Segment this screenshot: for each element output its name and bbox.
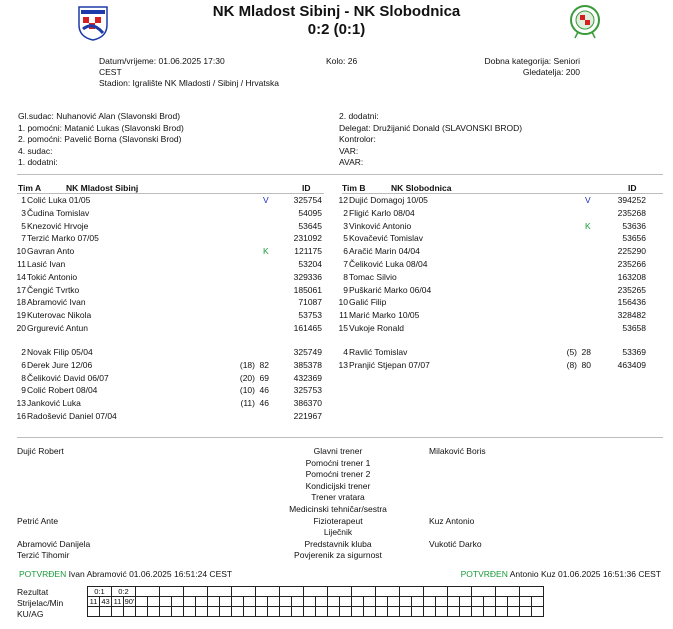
shirt-number: 6 [21,359,26,370]
sub-minute: 46 [259,398,269,409]
sub-row [9,397,322,409]
official-line: VAR: [339,145,359,156]
captain-mark: K [585,220,591,231]
card-cell [256,607,268,617]
player-name: Pranjić Stjepan 07/07 [349,359,430,370]
player-row [331,207,646,219]
confirm-right-label: POTVRĐEN [460,569,508,579]
card-cell [316,607,328,617]
player-id: 161465 [293,323,322,333]
player-id: 325753 [293,385,322,396]
player-id: 329336 [293,271,322,282]
shirt-number: 2 [343,207,348,218]
grid-label-cards: KU/AG [17,609,44,619]
scorer-cell [148,597,160,607]
player-row [9,232,322,244]
card-cell [232,607,244,617]
sub-minute: 80 [581,359,591,370]
player-row [9,245,322,257]
player-id: 235265 [617,284,646,295]
official-line: 4. sudac: [18,145,53,156]
staff-role: Fizioterapeut [313,515,363,526]
replaced-number: (11) [240,398,255,409]
staff-role: Liječnik [323,527,353,538]
confirm-left-text: Ivan Abramović 01.06.2025 16:51:24 CEST [68,569,233,579]
player-name: Kuterovac Nikola [27,310,92,321]
card-cell [484,607,496,617]
divider [17,437,663,438]
shirt-number: 11 [17,259,26,269]
result-cell [376,587,400,597]
player-name: Gavran Anto [27,246,75,257]
scorer-cell [316,597,328,607]
scorer-cell [328,597,340,607]
confirm-right-text: Antonio Kuz 01.06.2025 16:51:36 CEST [509,569,661,579]
card-cell [520,607,532,617]
result-cell [184,587,208,597]
shirt-number: 8 [21,372,26,383]
shirt-number: 16 [16,411,26,421]
player-name: Knezović Hrvoje [27,220,89,231]
player-name: Colić Robert 08/04 [27,385,98,396]
scorer-cell [436,597,448,607]
replaced-number: (8) [566,359,577,370]
scorer-cell [532,597,544,607]
scorer-cell: 90' [124,597,135,606]
card-cell [436,607,448,617]
result-cell [280,587,304,597]
player-id: 156436 [617,297,646,308]
player-row [9,284,322,296]
scorer-cell [292,597,304,607]
official-line: Delegat: Družijanić Donald (SLAVONSKI BROD) [339,122,523,133]
player-name: Ravlić Tomislav [349,347,408,357]
shirt-number: 11 [339,310,348,321]
player-id: 221967 [293,411,322,421]
player-row [331,194,646,206]
result-cell [352,587,376,597]
staff-role: Kondicijski trener [305,480,371,491]
confirm-left [19,569,232,579]
confirm-left-label: POTVRĐEN [19,569,67,579]
scorer-cell [340,597,352,607]
player-row [331,296,646,308]
shirt-number: 14 [16,271,26,282]
player-id: 53204 [298,259,322,269]
scorer-cell [508,597,520,607]
player-name: Aračić Marin 04/04 [349,246,420,257]
staff-role: Pomoćni trener 1 [305,457,371,468]
replaced-number: (20) [239,372,255,383]
shirt-number: 17 [16,284,26,295]
player-row [331,309,646,321]
sub-minute: 46 [259,385,269,396]
staff-right: Kuz Antonio [429,515,475,526]
shirt-number: 12 [338,195,348,205]
shirt-number: 3 [21,207,26,218]
staff-role: Predstavnik kluba [304,538,372,549]
staff-right: Vukotić Darko [429,538,482,549]
sub-row [331,346,646,358]
result-cell [400,587,424,597]
card-cell [280,607,292,617]
card-cell [304,607,316,617]
player-name: Tokić Antonio [27,271,78,282]
player-id: 325749 [293,347,322,357]
scorer-cell [424,597,436,607]
official-line: 2. dodatni: [339,111,379,121]
result-cell [472,587,496,597]
staff-left: Dujić Robert [17,446,64,456]
shirt-number: 7 [343,259,348,269]
player-name: Dujić Domagoj 10/05 [349,195,428,205]
scorer-cell [376,597,388,607]
player-id: 53645 [298,220,322,231]
shirt-number: 5 [21,220,26,231]
divider [17,174,663,175]
card-cell [472,607,484,617]
scorer-cell [520,597,532,607]
scorer-cell [172,597,184,607]
player-id: 235268 [617,207,646,218]
team-a-id-header: ID [302,183,311,193]
shirt-number: 10 [16,246,26,257]
scorer-cell [412,597,424,607]
shirt-number: 1 [21,195,26,205]
shirt-number: 15 [338,323,348,333]
card-cell [328,607,340,617]
replaced-number: (5) [566,347,577,357]
result-cell [208,587,232,597]
player-id: 53658 [622,323,646,333]
scorer-cell [244,597,256,607]
player-name: Colić Luka 01/05 [27,195,91,205]
staff-role: Medicinski tehničar/sestra [289,504,387,514]
team-b-id-header: ID [628,183,637,193]
team-b-label: Tim B [342,183,366,193]
result-cell [136,587,160,597]
card-cell [364,607,376,617]
result-cell [496,587,520,597]
sub-row [9,346,322,358]
player-id: 386370 [293,398,322,409]
result-cell [256,587,280,597]
card-cell [448,607,460,617]
player-name: Marić Marko 10/05 [349,310,420,321]
player-id: 394252 [617,195,646,205]
grid-row [88,597,544,607]
player-name: Čengić Tvrtko [27,284,80,295]
player-name: Radošević Daniel 07/04 [27,411,117,421]
player-name: Grgurević Antun [27,323,88,333]
card-cell [184,607,196,617]
scorer-cell [280,597,292,607]
player-row [9,220,322,232]
player-id: 432369 [293,372,322,383]
player-row [331,258,646,270]
player-id: 54095 [298,207,322,218]
scorer-cell: 11 [88,597,100,607]
player-id: 53369 [622,347,646,357]
official-line: Gl.sudac: Nuhanović Alan (Slavonski Brod) [18,111,181,121]
staff-role: Trener vratara [311,492,365,503]
card-cell [244,607,256,617]
shirt-number: 4 [343,347,348,357]
player-name: Novak Filip 05/04 [27,347,93,357]
player-id: 328482 [617,310,646,321]
card-cell [460,607,472,617]
official-line: 1. pomoćni: Matanić Lukas (Slavonski Brod) [18,122,184,133]
player-row [331,271,646,283]
card-cell [172,607,184,617]
card-cell [220,607,232,617]
card-cell [352,607,364,617]
card-cell [496,607,508,617]
player-row [9,309,322,321]
team-a-label: Tim A [18,183,42,193]
card-cell [268,607,280,617]
scorer-cell [208,597,220,607]
sub-row [9,410,322,422]
player-name: Puškarić Marko 06/04 [349,284,432,295]
card-cell [532,607,544,617]
shirt-number: 5 [343,233,348,244]
scorer-cell [460,597,472,607]
grid-row [88,587,544,597]
card-cell [508,607,520,617]
player-id: 53753 [298,310,322,321]
result-cell [424,587,448,597]
player-name: Derek Jure 12/06 [27,359,93,370]
scorer-cell [388,597,400,607]
card-cell [100,607,112,617]
player-name: Čudina Tomislav [27,207,90,218]
captain-mark: K [263,246,269,257]
scorer-cell [400,597,412,607]
confirm-right [461,569,661,579]
player-row [331,322,646,334]
grid-label-result: Rezultat [17,587,49,597]
player-name: Janković Luka [27,398,81,409]
replaced-number: (10) [239,385,255,396]
team-a-name: NK Mladost Sibinj [66,183,139,193]
player-name: Kovačević Tomislav [349,233,424,244]
sub-row [9,359,322,371]
shirt-number: 20 [16,323,26,333]
scorer-cell [256,597,268,607]
player-id: 71087 [298,297,322,308]
staff-left: Petrić Ante [17,515,59,526]
staff-role: Glavni trener [313,446,363,456]
card-cell [148,607,160,617]
sub-minute: 82 [259,359,269,370]
scorer-cell [496,597,508,607]
scorer-cell [220,597,232,607]
player-name: Lasić Ivan [27,259,66,269]
player-name: Terzić Marko 07/05 [27,233,99,244]
player-id: 385378 [293,359,322,370]
player-row [9,322,322,334]
player-row [9,207,322,219]
staff-right: Milaković Boris [429,446,486,456]
home-crest-icon [77,3,109,41]
shirt-number: 13 [16,398,26,409]
card-cell [340,607,352,617]
match-timezone: CEST [99,67,122,77]
player-id: 463409 [617,359,646,370]
result-cell: 0:2 [112,587,136,597]
staff-role: Pomoćni trener 2 [305,469,371,480]
card-cell [376,607,388,617]
player-row [331,245,646,257]
card-cell [124,607,136,617]
staff-left: Terzić Tihomir [17,550,70,561]
goalkeeper-mark: V [263,195,269,205]
scorer-cell [136,597,148,607]
team-b-name: NK Slobodnica [391,183,452,193]
scorer-cell [448,597,460,607]
match-title: NK Mladost Sibinj - NK Slobodnica [212,3,461,20]
shirt-number: 10 [338,297,348,308]
shirt-number: 9 [21,385,26,396]
scorer-cell [472,597,484,607]
player-name: Tomac Silvio [349,271,397,282]
result-cell [520,587,544,597]
shirt-number: 9 [343,284,348,295]
staff-left: Abramović Danijela [17,538,91,549]
scorer-cell [184,597,196,607]
scorer-cell: 43 [101,597,110,606]
result-cell [448,587,472,597]
card-cell [292,607,304,617]
player-id: 231092 [293,233,322,244]
card-cell [400,607,412,617]
scorer-cell [268,597,280,607]
card-cell [388,607,400,617]
player-row [9,194,322,206]
sub-row [9,384,322,396]
official-line: AVAR: [339,157,364,168]
match-score: 0:2 (0:1) [307,21,366,38]
score-grid [87,586,544,617]
result-cell: 0:1 [88,587,112,597]
staff-role: Povjerenik za sigurnost [294,550,382,561]
scorer-cell [304,597,316,607]
match-datetime: Datum/vrijeme: 01.06.2025 17:30 [99,56,225,66]
player-name: Fligić Karlo 08/04 [349,207,415,218]
shirt-number: 8 [343,271,348,282]
shirt-number: 6 [343,246,348,257]
result-cell [160,587,184,597]
scorer-cell [364,597,376,607]
player-row [9,271,322,283]
match-stadium: Stadion: Igralište NK Mladosti / Sibinj / Hrvatska [99,78,279,88]
card-cell [88,607,100,617]
scorer-cell [160,597,172,607]
card-cell [112,607,124,617]
result-cell [328,587,352,597]
shirt-number: 3 [343,220,348,231]
player-id: 121175 [294,246,322,257]
scorer-cell [232,597,244,607]
player-id: 53656 [622,233,646,244]
sub-row [331,359,646,371]
card-cell [424,607,436,617]
sub-minute: 28 [581,347,591,357]
player-id: 163208 [617,271,646,282]
shirt-number: 18 [16,297,26,308]
age-category: Dobna kategorija: Seniori [484,56,580,66]
away-crest-icon [569,2,601,40]
official-line: 1. dodatni: [18,157,58,168]
card-cell [412,607,424,617]
shirt-number: 13 [338,359,348,370]
sub-row [9,372,322,384]
player-id: 225290 [617,246,646,257]
scorer-cell [196,597,208,607]
player-id: 235266 [617,259,646,269]
spectators: Gledatelja: 200 [522,67,580,77]
shirt-number: 2 [21,347,26,357]
player-name: Vukoje Ronald [349,323,404,333]
card-cell [208,607,220,617]
card-cell [136,607,148,617]
player-row [331,284,646,296]
shirt-number: 7 [21,233,26,244]
player-name: Čeliković Luka 08/04 [349,259,428,269]
result-cell [304,587,328,597]
scorer-cell [352,597,364,607]
scorer-cell: 11 [112,597,124,607]
player-name: Vinković Antonio [349,220,412,231]
shirt-number: 19 [16,310,26,321]
grid-row [88,607,544,617]
grid-label-scorer: Strijelac/Min [17,598,64,608]
player-row [331,220,646,232]
result-cell [232,587,256,597]
player-name: Abramović Ivan [27,297,86,308]
official-line: 2. pomoćni: Pavelić Borna (Slavonski Brod) [18,134,182,145]
player-name: Galić Filip [349,297,387,308]
goalkeeper-mark: V [585,195,591,205]
card-cell [160,607,172,617]
card-cell [196,607,208,617]
sub-minute: 69 [259,372,269,383]
match-round: Kolo: 26 [326,56,358,66]
official-line: Kontrolor: [339,134,376,145]
player-row [9,296,322,308]
player-id: 325754 [293,195,322,205]
player-id: 185061 [293,284,322,295]
player-row [331,232,646,244]
player-id: 53636 [622,220,646,231]
scorer-cell [484,597,496,607]
player-name: Čeliković David 06/07 [27,372,109,383]
player-row [9,258,322,270]
replaced-number: (18) [239,359,255,370]
